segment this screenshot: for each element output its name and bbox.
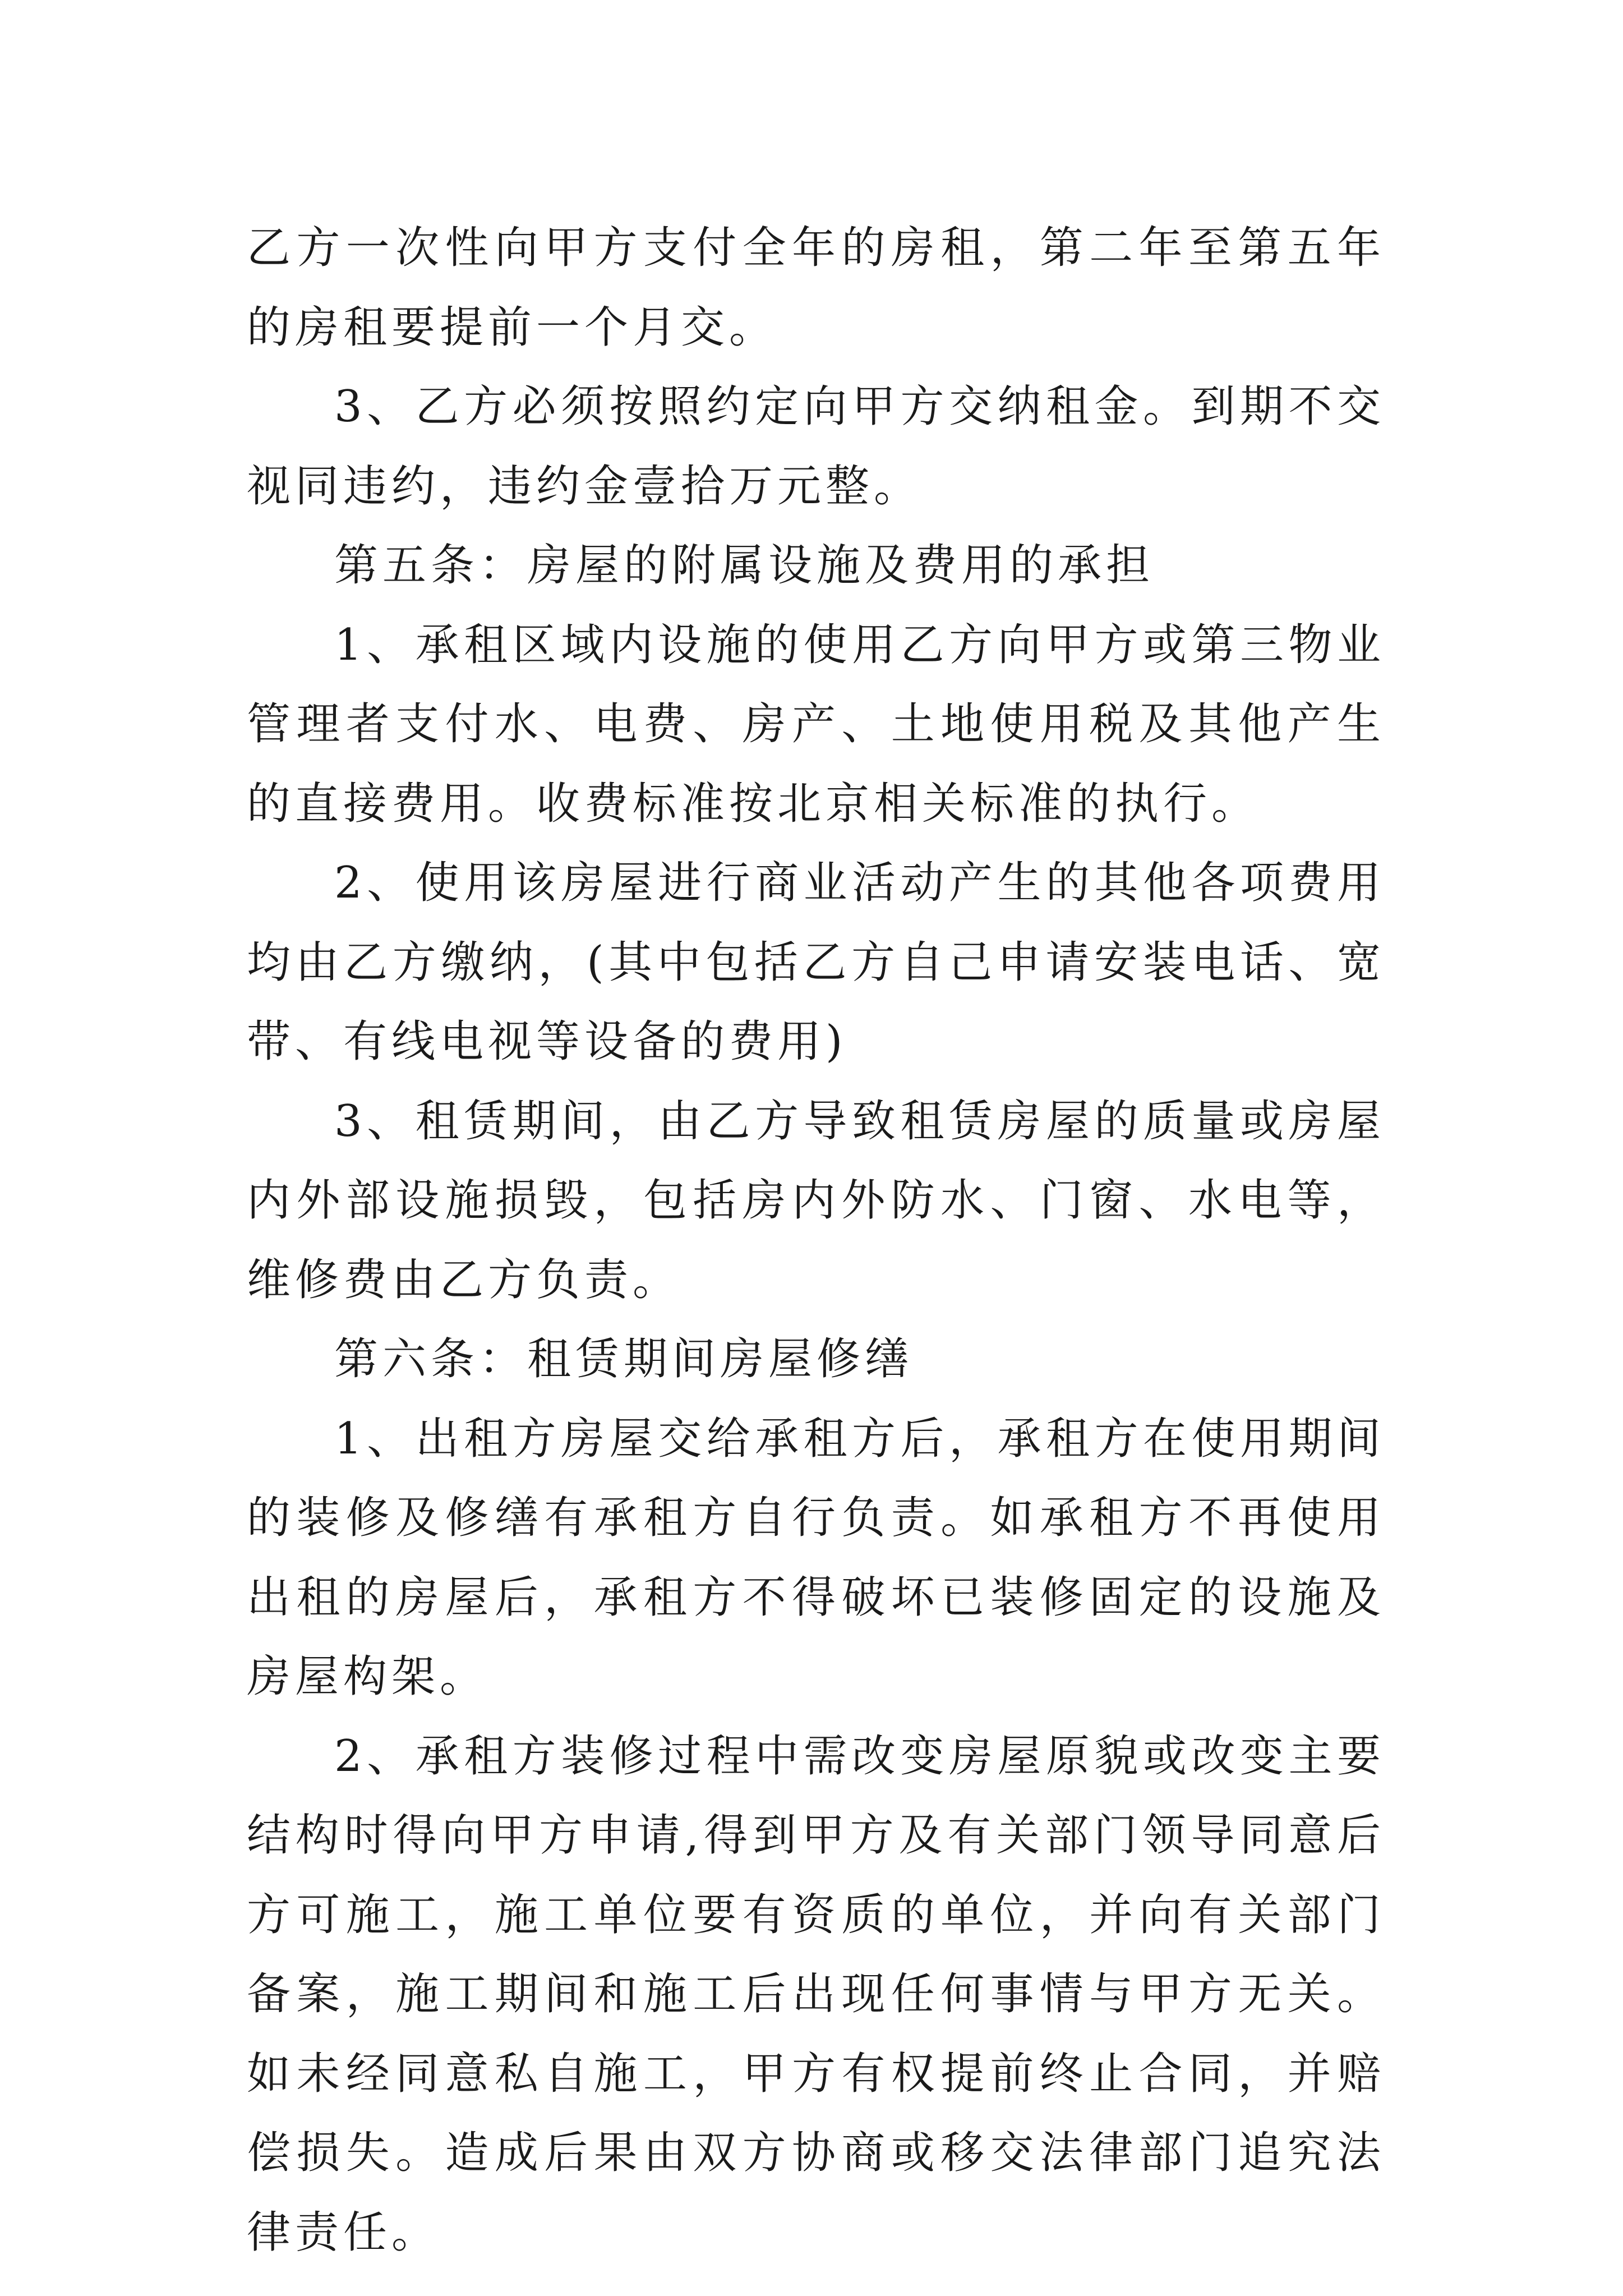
paragraph-article6-item2: 2、承租方装修过程中需改变房屋原貌或改变主要结构时得向甲方申请,得到甲方及有关部门领导同意后方可施工，施工单位要有资质的单位，并向有关部门备案，施工期间和施工后出现任何事情与甲方无关。如未经同意私自施工，甲方有权提前终止合同，并赔偿损失。造成后果由双方协商或移交法律部门追究法律责任。 bbox=[247, 1731, 1385, 2258]
article-6-heading: 第六条：租赁期间房屋修缮 bbox=[334, 1334, 914, 1384]
paragraph-article5-item1: 1、承租区域内设施的使用乙方向甲方或第三物业管理者支付水、电费、房产、土地使用税及其他产生的直接费用。收费标准按北京相关标准的执行。 bbox=[247, 619, 1385, 829]
document-body bbox=[247, 209, 1385, 2272]
article-5-heading: 第五条：房屋的附属设施及费用的承担 bbox=[334, 540, 1155, 591]
paragraph-article6-item1: 1、出租方房屋交给承租方后，承租方在使用期间的装修及修缮有承租方自行负责。如承租方不再使用出租的房屋后，承租方不得破坏已装修固定的设施及房屋构架。 bbox=[247, 1413, 1385, 1702]
paragraph-rent-payment: 乙方一次性向甲方支付全年的房租，第二年至第五年的房租要提前一个月交。 bbox=[247, 223, 1385, 353]
paragraph-clause-3-rent: 3、乙方必须按照约定向甲方交纳租金。到期不交视同违约，违约金壹拾万元整。 bbox=[247, 381, 1385, 512]
paragraph-article5-item2: 2、使用该房屋进行商业活动产生的其他各项费用均由乙方缴纳，(其中包括乙方自己申请安装电话、宽带、有线电视等设备的费用) bbox=[247, 858, 1385, 1067]
paragraph-article5-item3: 3、租赁期间，由乙方导致租赁房屋的质量或房屋内外部设施损毁，包括房内外防水、门窗、水电等，维修费由乙方负责。 bbox=[247, 1096, 1385, 1305]
